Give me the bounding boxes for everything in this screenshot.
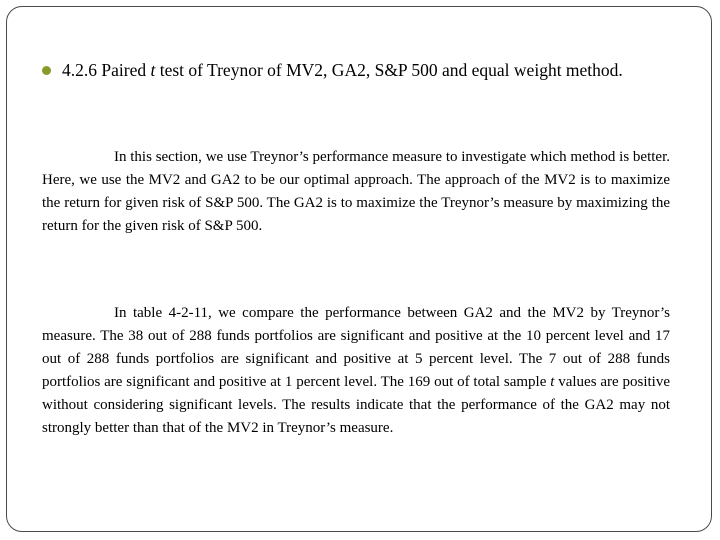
heading-before-t: Paired — [101, 60, 147, 80]
heading-number: 4.2.6 — [62, 60, 97, 80]
paragraph-2 — [42, 302, 670, 440]
heading-after-t: test of Treynor of MV2, GA2, S&P 500 and equal weight method. — [159, 60, 623, 80]
bullet-icon — [42, 66, 51, 75]
paragraph-1: In this section, we use Treynor’s performance measure to investigate which method is better. Here, we use the MV2 and GA2 to be our optimal approach. The approach of the MV2 is to maximize the return for given risk of S&P 500. The GA2 is to maximize the Treynor’s measure by maximizing the return for the given risk of S&P 500. — [42, 149, 670, 234]
paragraph-2-before-t: In table 4-2-11, we compare the performance between GA2 and the MV2 by Treynor’s measure. The 38 out of 288 funds portfolios are significant and positive at the 10 percent level and 17 out of 288 funds portfolios are significant and positive at 5 percent level. The 7 out of 288 funds portfolios are significant and positive at 1 percent level. The 169 out of total sample — [42, 305, 670, 390]
section-heading — [42, 58, 672, 82]
paragraph-2-after-t: values are positive without considering significant levels. The results indicate that the performance of the GA2 may not strongly better than that of the MV2 in Treynor’s measure. — [42, 374, 670, 436]
slide-frame — [6, 6, 712, 532]
heading-t-symbol: t — [150, 60, 156, 80]
paragraph-2-t-symbol: t — [550, 374, 555, 390]
